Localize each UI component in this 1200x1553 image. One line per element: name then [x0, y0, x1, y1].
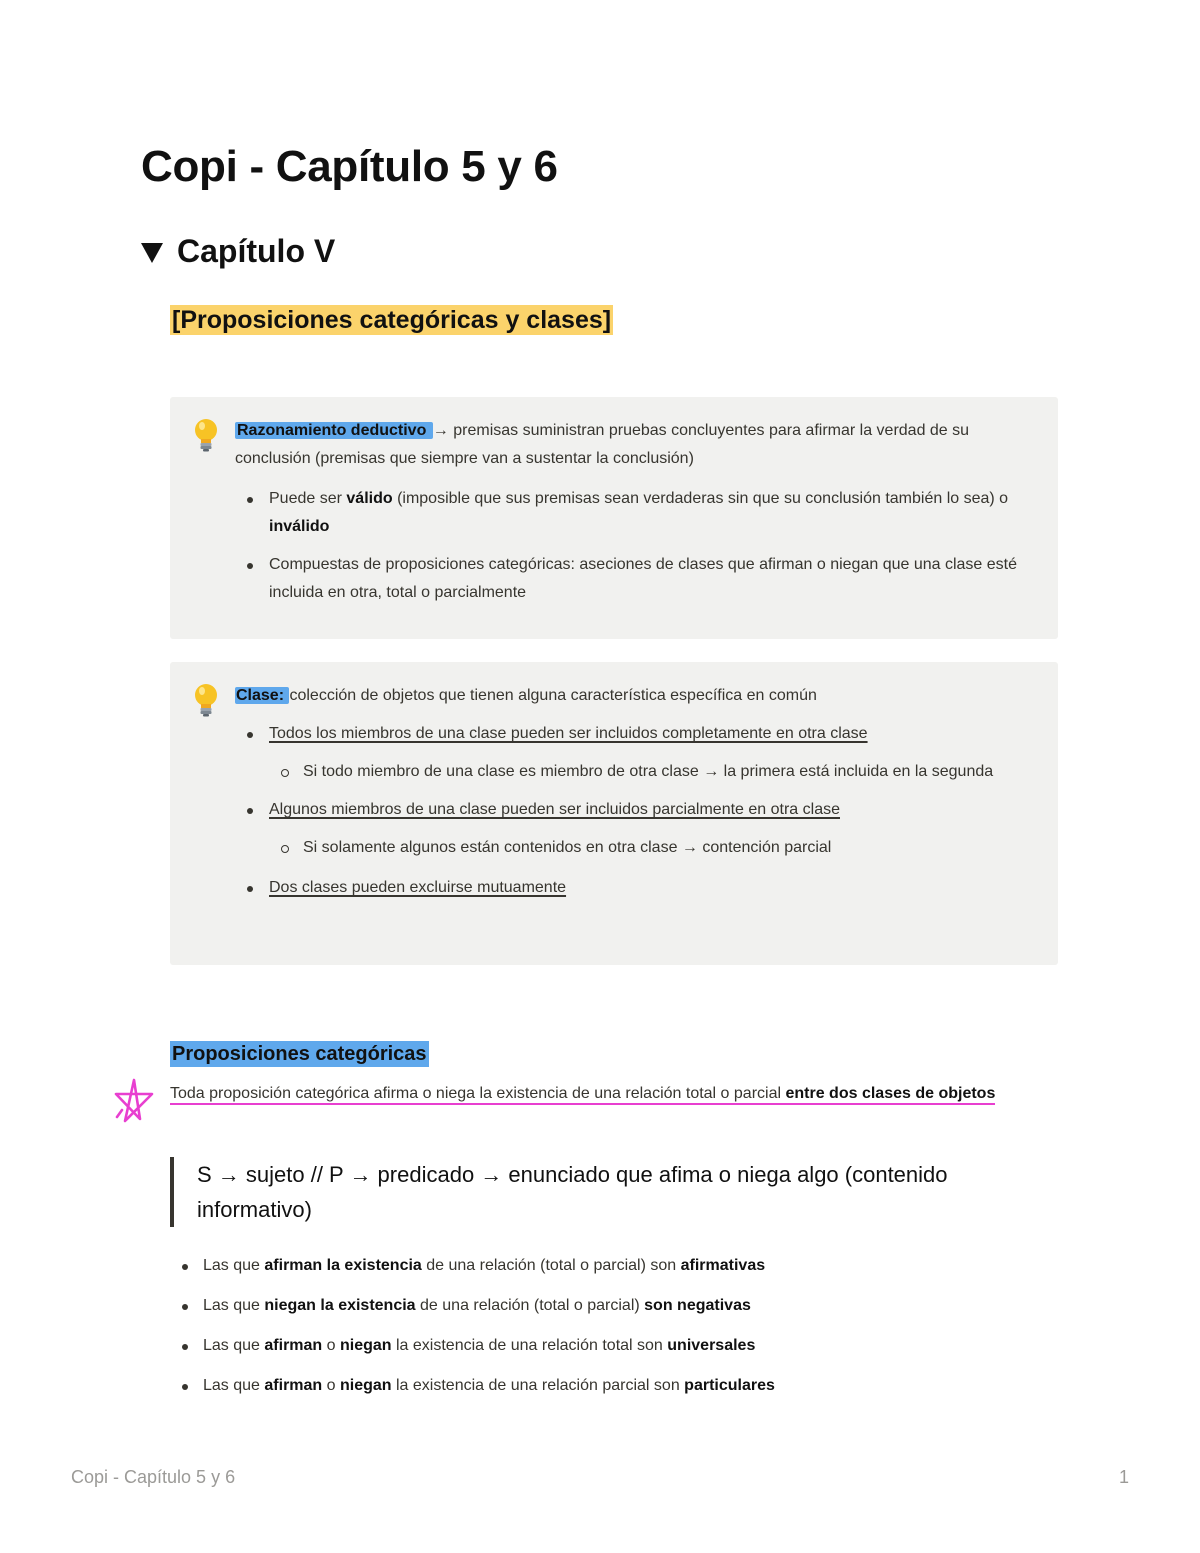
footer-title: Copi - Capítulo 5 y 6	[71, 1467, 236, 1487]
text: (imposible que sus premisas sean verdaderas sin que su conclusión también lo sea) o	[392, 490, 1009, 507]
callout-deductive-reasoning	[170, 397, 1058, 639]
page-title: Copi - Capítulo 5 y 6	[141, 142, 558, 191]
toggle-chapter-v[interactable]	[141, 233, 335, 270]
lightbulb-icon	[192, 682, 220, 718]
star-icon	[112, 1077, 156, 1125]
list-item	[235, 720, 1038, 786]
list-item: Las que afirman la existencia de una relación (total o parcial) son afirmativas	[170, 1252, 1050, 1280]
section-heading: [Proposiciones categóricas y clases]	[172, 306, 612, 334]
sub-list-item	[269, 834, 1038, 862]
callout-paragraph	[235, 417, 1038, 473]
text: Si solamente algunos están contenidos en otra clase → contención parcial	[303, 839, 832, 856]
definition-paragraph	[170, 1080, 1050, 1108]
annotated-text: Toda proposición categórica afirma o niega la existencia de una relación total o parcial	[170, 1085, 785, 1105]
text: Si todo miembro de una clase es miembro de otra clase → la primera está incluida en la segunda	[303, 763, 994, 780]
callout-paragraph	[235, 682, 1038, 710]
term-razonamiento-deductivo: Razonamiento deductivo	[237, 422, 431, 439]
subheading-proposiciones: Proposiciones categóricas	[172, 1043, 427, 1065]
sub-list-item	[269, 758, 1038, 786]
underlined-text: Dos clases pueden excluirse mutuamente	[269, 879, 567, 896]
definition-text: colección de objetos que tienen alguna característica específica en común	[289, 687, 817, 704]
definition-text: → premisas suministran pruebas concluyentes para afirmar la verdad de su conclusión (premisas que siempre van a sustentar la conclusión)	[235, 422, 970, 467]
toggle-triangle-icon[interactable]	[141, 243, 163, 263]
annotated-bold-text: entre dos clases de objetos	[785, 1085, 995, 1105]
term-clase: Clase:	[236, 687, 289, 704]
list-item	[235, 485, 1038, 541]
quote-block: S → sujeto // P → predicado → enunciado que afima o niega algo (contenido informativo)	[170, 1157, 1030, 1227]
underlined-text: Algunos miembros de una clase pueden ser incluidos parcialmente en otra clase	[269, 801, 840, 818]
page-number: 1	[1118, 1467, 1129, 1487]
list-item	[235, 874, 1038, 902]
list-item	[235, 551, 1038, 607]
list-item: Las que afirman o niegan la existencia de una relación total son universales	[170, 1332, 1050, 1360]
text: Puede ser	[269, 490, 347, 507]
classification-list	[170, 1252, 1050, 1412]
underlined-text: Todos los miembros de una clase pueden ser incluidos completamente en otra clase	[269, 725, 868, 742]
bold-text: válido	[346, 490, 393, 507]
toggle-label: Capítulo V	[177, 233, 336, 269]
list-item: Las que niegan la existencia de una relación (total o parcial) son negativas	[170, 1292, 1050, 1320]
lightbulb-icon	[192, 417, 220, 453]
list-item	[235, 796, 1038, 862]
bold-text: inválido	[269, 518, 330, 535]
text: Compuestas de proposiciones categóricas: aseciones de clases que afirman o niegan que una clase esté incluida en otra, total o parcialmente	[269, 556, 1018, 601]
list-item: Las que afirman o niegan la existencia de una relación parcial son particulares	[170, 1372, 1050, 1400]
callout-clase	[170, 662, 1058, 965]
